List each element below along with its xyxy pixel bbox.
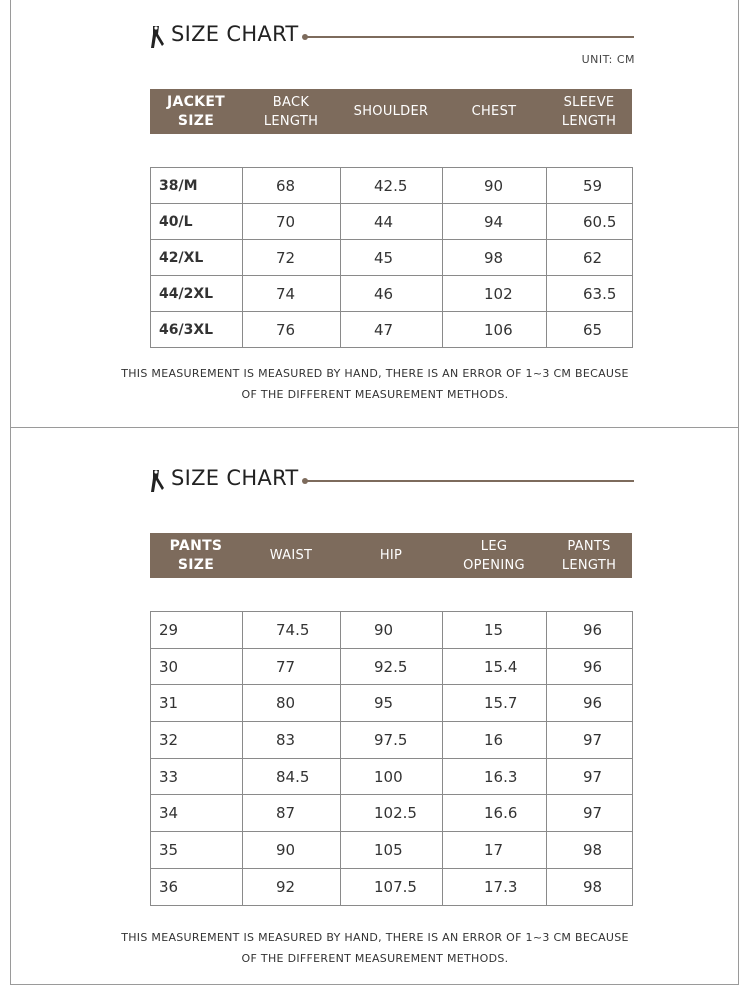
table-cell: 34 bbox=[151, 795, 243, 832]
table-cell: 97 bbox=[547, 722, 633, 759]
table-cell: 92.5 bbox=[341, 648, 443, 685]
table-cell: 77 bbox=[243, 648, 341, 685]
table-row bbox=[151, 685, 633, 722]
jacket-header-cell bbox=[340, 89, 442, 134]
table-cell: 95 bbox=[341, 685, 443, 722]
table-cell: 70 bbox=[243, 204, 341, 240]
pants-size-chart bbox=[0, 444, 750, 984]
table-cell: 16.3 bbox=[443, 758, 547, 795]
table-cell: 38/M bbox=[151, 168, 243, 204]
header-label: SIZE bbox=[177, 112, 215, 129]
table-cell: 16 bbox=[443, 722, 547, 759]
table-cell: 87 bbox=[243, 795, 341, 832]
table-row bbox=[151, 648, 633, 685]
pants-note-line-2: OF THE DIFFERENT MEASUREMENT METHODS. bbox=[241, 952, 509, 965]
table-cell: 59 bbox=[547, 168, 633, 204]
table-cell: 76 bbox=[243, 312, 341, 348]
table-cell: 36 bbox=[151, 868, 243, 905]
header-label: OPENING bbox=[463, 557, 525, 573]
table-cell: 15 bbox=[443, 612, 547, 649]
table-cell: 44/2XL bbox=[151, 276, 243, 312]
table-cell: 72 bbox=[243, 240, 341, 276]
table-cell: 62 bbox=[547, 240, 633, 276]
pants-header-cell bbox=[150, 533, 242, 578]
table-cell: 40/L bbox=[151, 204, 243, 240]
hanger-clip-icon bbox=[150, 468, 168, 494]
table-row bbox=[151, 722, 633, 759]
table-cell: 102 bbox=[443, 276, 547, 312]
header-label: PANTS bbox=[567, 538, 611, 554]
header-label: CHEST bbox=[471, 104, 517, 119]
table-cell: 15.4 bbox=[443, 648, 547, 685]
jacket-table bbox=[150, 167, 633, 348]
pants-title-row bbox=[150, 466, 640, 496]
table-cell: 98 bbox=[547, 868, 633, 905]
jacket-note-line-1: THIS MEASUREMENT IS MEASURED BY HAND, THERE IS AN ERROR OF 1~3 CM BECAUSE bbox=[121, 367, 629, 380]
jacket-header-bar bbox=[150, 89, 632, 134]
unit-label: UNIT: CM bbox=[581, 53, 635, 66]
table-cell: 97 bbox=[547, 758, 633, 795]
table-row bbox=[151, 168, 633, 204]
jacket-title: SIZE CHART bbox=[171, 22, 299, 46]
table-cell: 15.7 bbox=[443, 685, 547, 722]
table-cell: 42.5 bbox=[341, 168, 443, 204]
header-label: PANTS bbox=[169, 537, 223, 554]
header-label: WAIST bbox=[269, 548, 313, 563]
jacket-header-cell bbox=[546, 89, 632, 134]
table-cell: 97 bbox=[547, 795, 633, 832]
table-row bbox=[151, 758, 633, 795]
title-rule bbox=[305, 36, 634, 38]
table-cell: 98 bbox=[443, 240, 547, 276]
table-cell: 98 bbox=[547, 832, 633, 869]
table-cell: 16.6 bbox=[443, 795, 547, 832]
table-cell: 92 bbox=[243, 868, 341, 905]
table-cell: 45 bbox=[341, 240, 443, 276]
table-cell: 31 bbox=[151, 685, 243, 722]
pants-header-cell bbox=[546, 533, 632, 578]
table-cell: 29 bbox=[151, 612, 243, 649]
table-cell: 65 bbox=[547, 312, 633, 348]
table-row bbox=[151, 612, 633, 649]
table-cell: 90 bbox=[243, 832, 341, 869]
table-cell: 63.5 bbox=[547, 276, 633, 312]
jacket-size-chart bbox=[0, 0, 750, 427]
table-row bbox=[151, 204, 633, 240]
table-cell: 35 bbox=[151, 832, 243, 869]
jacket-note bbox=[0, 363, 750, 405]
header-label: LENGTH bbox=[561, 557, 617, 573]
table-cell: 90 bbox=[341, 612, 443, 649]
table-cell: 105 bbox=[341, 832, 443, 869]
title-rule bbox=[305, 480, 634, 482]
table-cell: 83 bbox=[243, 722, 341, 759]
table-cell: 102.5 bbox=[341, 795, 443, 832]
table-cell: 17.3 bbox=[443, 868, 547, 905]
table-cell: 94 bbox=[443, 204, 547, 240]
table-cell: 74.5 bbox=[243, 612, 341, 649]
header-label: JACKET bbox=[166, 93, 226, 110]
pants-header-cell bbox=[242, 533, 340, 578]
section-divider bbox=[10, 427, 739, 428]
header-label: HIP bbox=[379, 548, 403, 563]
header-label: SHOULDER bbox=[353, 104, 429, 119]
table-cell: 33 bbox=[151, 758, 243, 795]
table-cell: 74 bbox=[243, 276, 341, 312]
table-cell: 17 bbox=[443, 832, 547, 869]
table-cell: 60.5 bbox=[547, 204, 633, 240]
hanger-clip-icon bbox=[150, 24, 168, 50]
table-cell: 30 bbox=[151, 648, 243, 685]
table-cell: 96 bbox=[547, 685, 633, 722]
table-cell: 46/3XL bbox=[151, 312, 243, 348]
jacket-header-cell bbox=[150, 89, 242, 134]
table-cell: 90 bbox=[443, 168, 547, 204]
pants-header-bar bbox=[150, 533, 632, 578]
header-label: LENGTH bbox=[561, 113, 617, 129]
header-label: LEG bbox=[480, 538, 508, 554]
pants-note-line-1: THIS MEASUREMENT IS MEASURED BY HAND, THERE IS AN ERROR OF 1~3 CM BECAUSE bbox=[121, 931, 629, 944]
table-cell: 32 bbox=[151, 722, 243, 759]
jacket-header-cell bbox=[242, 89, 340, 134]
header-label: SLEEVE bbox=[563, 94, 615, 110]
table-cell: 106 bbox=[443, 312, 547, 348]
table-row bbox=[151, 276, 633, 312]
header-label: LENGTH bbox=[263, 113, 319, 129]
table-cell: 46 bbox=[341, 276, 443, 312]
table-row bbox=[151, 868, 633, 905]
table-row bbox=[151, 312, 633, 348]
header-label: SIZE bbox=[177, 556, 215, 573]
table-cell: 44 bbox=[341, 204, 443, 240]
jacket-header-cell bbox=[442, 89, 546, 134]
table-cell: 84.5 bbox=[243, 758, 341, 795]
table-row bbox=[151, 240, 633, 276]
header-label: BACK bbox=[272, 94, 310, 110]
table-cell: 100 bbox=[341, 758, 443, 795]
jacket-title-row bbox=[150, 22, 640, 52]
table-row bbox=[151, 832, 633, 869]
table-cell: 107.5 bbox=[341, 868, 443, 905]
table-cell: 97.5 bbox=[341, 722, 443, 759]
table-cell: 47 bbox=[341, 312, 443, 348]
pants-note bbox=[0, 927, 750, 969]
jacket-note-line-2: OF THE DIFFERENT MEASUREMENT METHODS. bbox=[241, 388, 509, 401]
table-cell: 80 bbox=[243, 685, 341, 722]
pants-header-cell bbox=[340, 533, 442, 578]
pants-header-cell bbox=[442, 533, 546, 578]
pants-table bbox=[150, 611, 633, 906]
frame-bottom-border bbox=[10, 984, 739, 985]
table-cell: 42/XL bbox=[151, 240, 243, 276]
table-cell: 96 bbox=[547, 612, 633, 649]
pants-title: SIZE CHART bbox=[171, 466, 299, 490]
table-cell: 68 bbox=[243, 168, 341, 204]
table-row bbox=[151, 795, 633, 832]
table-cell: 96 bbox=[547, 648, 633, 685]
